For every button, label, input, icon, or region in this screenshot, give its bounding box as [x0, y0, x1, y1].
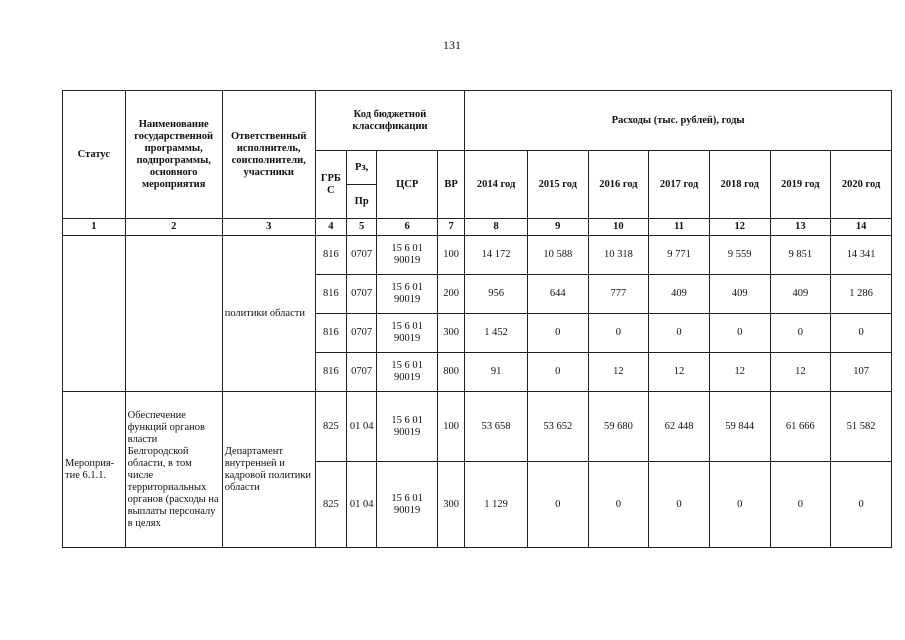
value-cell: 0 [588, 314, 649, 353]
value-cell: 62 448 [649, 392, 710, 462]
status-cell [63, 236, 126, 392]
vr-cell: 200 [437, 275, 464, 314]
vr-cell: 100 [437, 236, 464, 275]
csr-cell: 15 6 01 90019 [377, 392, 438, 462]
column-index: 10 [588, 219, 649, 236]
column-index: 5 [347, 219, 377, 236]
vr-cell: 800 [437, 353, 464, 392]
header-executor: Ответственный исполнитель, соисполнители, участники [222, 91, 315, 219]
value-cell: 9 559 [709, 236, 770, 275]
value-cell: 0 [527, 462, 588, 548]
header-rz: Рз, [347, 151, 377, 185]
value-cell: 0 [770, 314, 831, 353]
value-cell: 1 129 [465, 462, 528, 548]
header-name: Наименование государственной программы, подпрограммы, основного мероприятия [125, 91, 222, 219]
grbs-cell: 825 [315, 462, 346, 548]
rzpr-cell: 0707 [347, 275, 377, 314]
value-cell: 14 172 [465, 236, 528, 275]
value-cell: 409 [770, 275, 831, 314]
status-cell: Мероприя-тие 6.1.1. [63, 392, 126, 548]
csr-cell: 15 6 01 90019 [377, 462, 438, 548]
value-cell: 0 [831, 314, 892, 353]
table-row [63, 236, 892, 275]
executor-cell: политики области [222, 236, 315, 392]
value-cell: 10 318 [588, 236, 649, 275]
value-cell: 61 666 [770, 392, 831, 462]
column-index-row [63, 219, 892, 236]
value-cell: 1 452 [465, 314, 528, 353]
column-index: 12 [709, 219, 770, 236]
rzpr-cell: 0707 [347, 236, 377, 275]
header-year: 2017 год [649, 151, 710, 219]
column-index: 9 [527, 219, 588, 236]
value-cell: 12 [709, 353, 770, 392]
value-cell: 0 [527, 314, 588, 353]
grbs-cell: 816 [315, 353, 346, 392]
page-number: 131 [443, 38, 461, 52]
value-cell: 12 [649, 353, 710, 392]
value-cell: 409 [649, 275, 710, 314]
value-cell: 53 652 [527, 392, 588, 462]
value-cell: 9 771 [649, 236, 710, 275]
value-cell: 777 [588, 275, 649, 314]
column-index: 11 [649, 219, 710, 236]
csr-cell: 15 6 01 90019 [377, 353, 438, 392]
budget-table [62, 90, 892, 548]
rzpr-cell: 01 04 [347, 462, 377, 548]
value-cell: 0 [709, 314, 770, 353]
rzpr-cell: 0707 [347, 314, 377, 353]
grbs-cell: 816 [315, 275, 346, 314]
column-index: 7 [437, 219, 464, 236]
value-cell: 53 658 [465, 392, 528, 462]
column-index: 6 [377, 219, 438, 236]
csr-cell: 15 6 01 90019 [377, 314, 438, 353]
value-cell: 956 [465, 275, 528, 314]
header-year: 2016 год [588, 151, 649, 219]
name-cell: Обеспечение функций органов власти Белгородской области, в том числе территориальных органов (расходы на выплаты персоналу в целях [125, 392, 222, 548]
header-budget-code: Код бюджетной классификации [315, 91, 465, 151]
vr-cell: 300 [437, 462, 464, 548]
value-cell: 12 [588, 353, 649, 392]
column-index: 8 [465, 219, 528, 236]
column-index: 13 [770, 219, 831, 236]
header-pr: Пр [347, 185, 377, 219]
value-cell: 10 588 [527, 236, 588, 275]
value-cell: 0 [649, 314, 710, 353]
table-row [63, 392, 892, 462]
value-cell: 51 582 [831, 392, 892, 462]
header-expenses: Расходы (тыс. рублей), годы [465, 91, 892, 151]
header-year: 2020 год [831, 151, 892, 219]
column-index: 1 [63, 219, 126, 236]
rzpr-cell: 01 04 [347, 392, 377, 462]
value-cell: 0 [770, 462, 831, 548]
executor-cell: Департамент внутренней и кадровой политики области [222, 392, 315, 548]
header-status: Статус [63, 91, 126, 219]
header-year: 2015 год [527, 151, 588, 219]
column-index: 4 [315, 219, 346, 236]
header-grbs: ГРБ С [315, 151, 346, 219]
csr-cell: 15 6 01 90019 [377, 236, 438, 275]
name-cell [125, 236, 222, 392]
header-vr: ВР [437, 151, 464, 219]
header-year: 2018 год [709, 151, 770, 219]
csr-cell: 15 6 01 90019 [377, 275, 438, 314]
value-cell: 9 851 [770, 236, 831, 275]
column-index: 3 [222, 219, 315, 236]
grbs-cell: 825 [315, 392, 346, 462]
value-cell: 0 [649, 462, 710, 548]
value-cell: 12 [770, 353, 831, 392]
value-cell: 1 286 [831, 275, 892, 314]
value-cell: 0 [527, 353, 588, 392]
value-cell: 59 680 [588, 392, 649, 462]
column-index: 2 [125, 219, 222, 236]
rzpr-cell: 0707 [347, 353, 377, 392]
grbs-cell: 816 [315, 314, 346, 353]
vr-cell: 300 [437, 314, 464, 353]
value-cell: 14 341 [831, 236, 892, 275]
value-cell: 644 [527, 275, 588, 314]
header-csr: ЦСР [377, 151, 438, 219]
grbs-cell: 816 [315, 236, 346, 275]
value-cell: 409 [709, 275, 770, 314]
value-cell: 0 [831, 462, 892, 548]
vr-cell: 100 [437, 392, 464, 462]
value-cell: 91 [465, 353, 528, 392]
value-cell: 107 [831, 353, 892, 392]
value-cell: 0 [588, 462, 649, 548]
header-year: 2014 год [465, 151, 528, 219]
value-cell: 0 [709, 462, 770, 548]
column-index: 14 [831, 219, 892, 236]
value-cell: 59 844 [709, 392, 770, 462]
header-year: 2019 год [770, 151, 831, 219]
